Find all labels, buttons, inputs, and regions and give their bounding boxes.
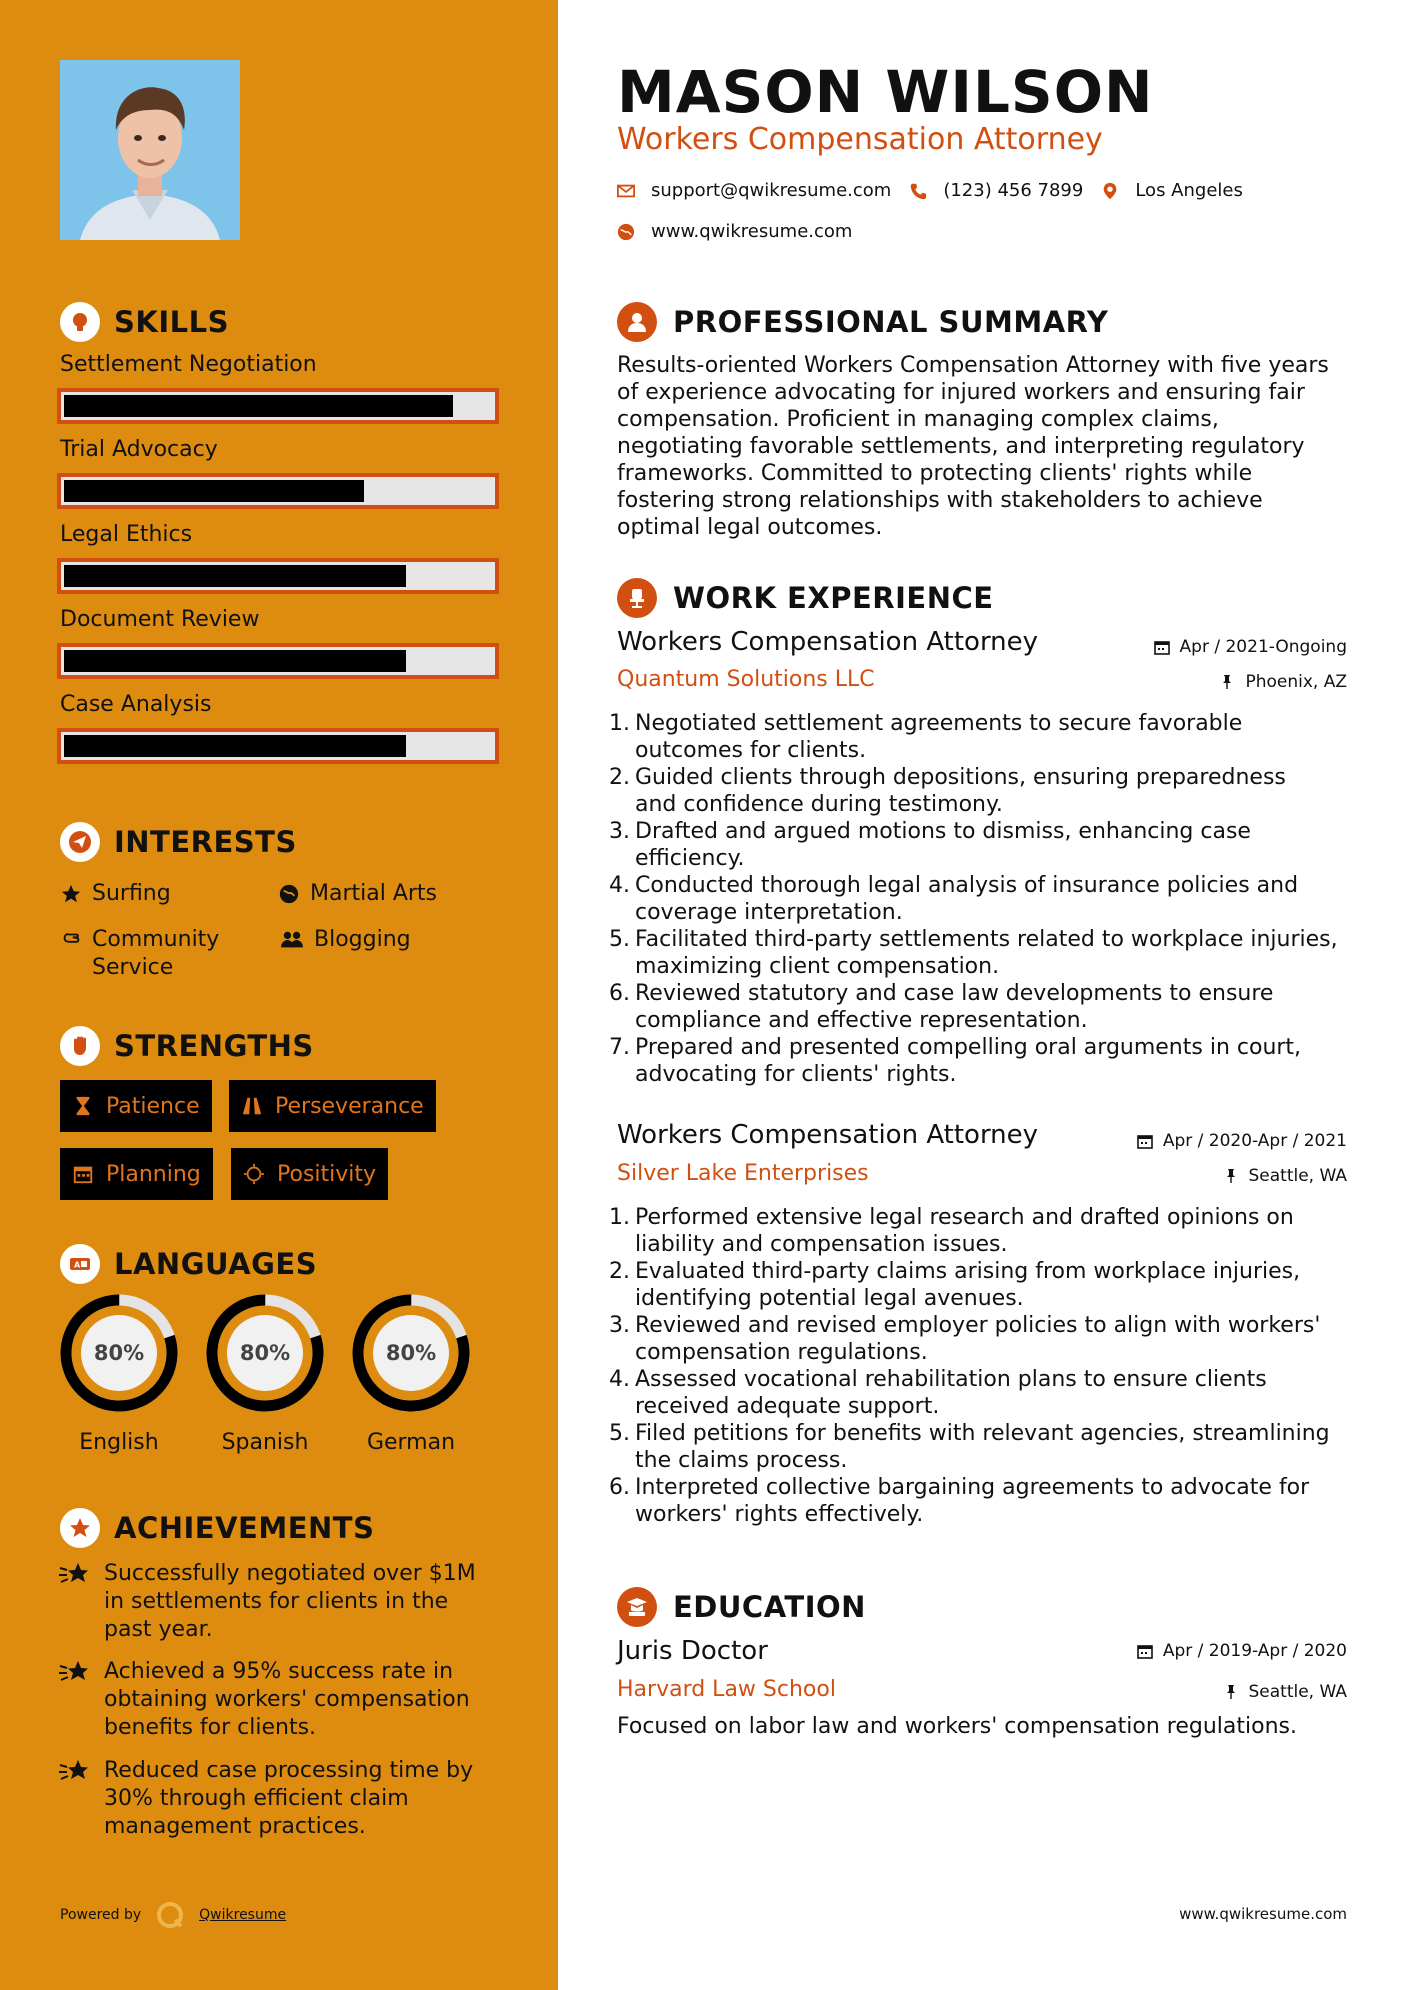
job-dates-text: Apr / 2020-Apr / 2021	[1162, 1131, 1347, 1151]
candidate-title: Workers Compensation Attorney	[617, 122, 1103, 157]
education-dates-text: Apr / 2019-Apr / 2020	[1162, 1641, 1347, 1661]
strength-label: Positivity	[277, 1161, 377, 1187]
user-icon	[617, 302, 657, 342]
summary-text	[617, 352, 1347, 541]
candidate-name: MASON WILSON	[617, 58, 1154, 126]
duty-item: 6. Reviewed statutory and case law developments to ensure compliance and effective representation.	[609, 981, 1274, 1033]
strength-tag	[60, 1080, 212, 1132]
achievement-line: benefits for clients.	[104, 1715, 317, 1740]
globe-icon	[278, 880, 302, 908]
duty-item: 5. Facilitated third-party settlements related to workplace injuries, maximizing client compensation.	[609, 927, 1338, 979]
interest-label: Surfing	[92, 881, 171, 906]
duty-item: 7. Prepared and presented compelling oral arguments in court, advocating for clients' rights.	[609, 1035, 1302, 1087]
strengths-section	[60, 1026, 520, 1066]
qwikresume-link[interactable]: Qwikresume	[199, 1907, 287, 1923]
duty-line: and confidence during testimony.	[635, 792, 1003, 817]
achievement-line: past year.	[104, 1617, 213, 1642]
education-degree: Juris Doctor	[617, 1636, 768, 1666]
language-label: Spanish	[221, 1430, 309, 1455]
summary-line: negotiating favorable settlements, and interpreting regulatory	[617, 434, 1305, 459]
summary-line: optimal legal outcomes.	[617, 515, 883, 540]
skill-item	[60, 350, 520, 424]
profile-photo	[60, 60, 240, 240]
interest-label: Community	[92, 927, 220, 952]
experience-header	[617, 578, 994, 618]
education-header	[617, 1587, 866, 1627]
duty-line: compliance and effective representation.	[635, 1008, 1088, 1033]
languages-title: LANGUAGES	[114, 1247, 318, 1281]
achievement-item	[58, 1658, 489, 1742]
duty-line: identifying potential legal avenues.	[635, 1286, 1024, 1311]
duty-line: maximizing client compensation.	[635, 954, 1000, 979]
skill-label: Settlement Negotiation	[60, 352, 317, 377]
contact-row	[617, 180, 1243, 201]
languages-section	[60, 1244, 520, 1284]
job-company: Quantum Solutions LLC	[617, 667, 875, 692]
interest-martial-arts	[278, 880, 437, 908]
achievement-star-icon	[60, 1508, 100, 1548]
achievements-title: ACHIEVEMENTS	[114, 1511, 375, 1545]
contact-website-row	[617, 221, 852, 242]
envelope-icon	[617, 182, 635, 200]
fist-icon	[60, 1026, 100, 1066]
language-german	[350, 1292, 472, 1455]
summary-title: PROFESSIONAL SUMMARY	[673, 305, 1109, 339]
calendar-icon	[1137, 1133, 1153, 1149]
skill-item	[60, 520, 520, 594]
strength-label: Perseverance	[275, 1093, 424, 1119]
skill-bar-fill	[64, 735, 406, 757]
summary-line: of experience advocating for injured workers and ensuring fair	[617, 380, 1305, 405]
achievement-item	[58, 1757, 489, 1841]
skill-bar	[57, 388, 499, 424]
calendar-icon	[1137, 1643, 1153, 1659]
achievement-text	[104, 1560, 489, 1644]
pushpin-icon	[1223, 1684, 1239, 1700]
language-ring	[58, 1292, 180, 1414]
skill-bar	[57, 473, 499, 509]
achievement-line: in settlements for clients in the	[104, 1589, 449, 1614]
paper-plane-icon	[60, 822, 100, 862]
language-ring	[350, 1292, 472, 1414]
achievement-item	[58, 1560, 489, 1644]
job-company: Silver Lake Enterprises	[617, 1161, 869, 1186]
phone-icon	[909, 182, 927, 200]
powered-by-label: Powered by	[60, 1907, 142, 1923]
duty-line: liability and compensation issues.	[635, 1232, 1008, 1257]
duty-line: Conducted thorough legal analysis of insurance policies and	[635, 873, 1299, 898]
summary-header	[617, 302, 1108, 342]
strength-tag	[231, 1148, 388, 1200]
duty-item: 2. Guided clients through depositions, ensuring preparedness and confidence during testimony.	[609, 765, 1286, 817]
achievement-text	[104, 1658, 489, 1742]
contact-phone[interactable]: (123) 456 7899	[943, 180, 1084, 201]
duty-item: 5. Filed petitions for benefits with relevant agencies, streamlining the claims process.	[609, 1421, 1330, 1473]
duty-line: compensation regulations.	[635, 1340, 928, 1365]
achievement-line: Reduced case processing time by	[104, 1758, 474, 1783]
language-percent: 80%	[385, 1341, 437, 1365]
footer-website[interactable]: www.qwikresume.com	[1179, 1905, 1347, 1923]
achievement-line: 30% through efficient claim	[104, 1786, 409, 1811]
duty-line: workers' rights effectively.	[635, 1502, 924, 1527]
interest-community-service	[60, 926, 219, 982]
education-school: Harvard Law School	[617, 1677, 836, 1702]
map-pin-icon	[1101, 182, 1119, 200]
summary-line: fostering strong relationships with stakeholders to achieve	[617, 488, 1263, 513]
achievement-line: Successfully negotiated over $1M	[104, 1561, 476, 1586]
skill-item	[60, 435, 520, 509]
achievement-line: management practices.	[104, 1814, 366, 1839]
interest-label-line2: Service	[92, 955, 174, 980]
globe-icon	[617, 223, 635, 241]
achievement-line: Achieved a 95% success rate in	[104, 1659, 454, 1684]
skill-label: Trial Advocacy	[60, 437, 218, 462]
duty-item: 6. Interpreted collective bargaining agreements to advocate for workers' rights effectively.	[609, 1475, 1310, 1527]
experience-title: WORK EXPERIENCE	[673, 581, 994, 615]
interest-label: Blogging	[314, 927, 411, 952]
education-title: EDUCATION	[673, 1590, 866, 1624]
education-description: Focused on labor law and workers' compensation regulations.	[617, 1714, 1297, 1739]
achievement-line: obtaining workers' compensation	[104, 1687, 470, 1712]
skill-bar	[57, 643, 499, 679]
calendar-icon	[72, 1163, 94, 1185]
job-location-text: Phoenix, AZ	[1245, 672, 1347, 692]
duty-line: Guided clients through depositions, ensuring preparedness	[635, 765, 1286, 790]
contact-website[interactable]: www.qwikresume.com	[651, 221, 853, 242]
hourglass-icon	[72, 1095, 94, 1117]
duty-line: advocating for clients' rights.	[635, 1062, 957, 1087]
star-icon	[60, 880, 84, 908]
education-location-text: Seattle, WA	[1248, 1682, 1347, 1702]
pushpin-icon	[1223, 1168, 1239, 1184]
duty-line: outcomes for clients.	[635, 738, 867, 763]
duty-line: Evaluated third-party claims arising from workplace injuries,	[635, 1259, 1301, 1284]
skills-section	[60, 302, 520, 764]
language-english	[58, 1292, 180, 1455]
job-location	[1219, 672, 1347, 692]
duty-line: Reviewed and revised employer policies to align with workers'	[635, 1313, 1321, 1338]
duty-line: coverage interpretation.	[635, 900, 903, 925]
lightbulb-icon	[60, 302, 100, 342]
skill-bar	[57, 728, 499, 764]
skill-label: Legal Ethics	[60, 522, 193, 547]
duty-item: 2. Evaluated third-party claims arising from workplace injuries, identifying potential legal avenues.	[609, 1259, 1301, 1311]
graduate-icon	[617, 1587, 657, 1627]
skill-item	[60, 605, 520, 679]
duty-line: Reviewed statutory and case law developments to ensure	[635, 981, 1274, 1006]
skill-bar-fill	[64, 565, 406, 587]
duty-item: 3. Reviewed and revised employer policies to align with workers' compensation regulations.	[609, 1313, 1321, 1365]
job-dates	[1154, 637, 1347, 657]
shooting-star-icon	[58, 1658, 92, 1688]
sun-icon	[243, 1163, 265, 1185]
strength-label: Patience	[106, 1093, 200, 1119]
users-icon	[278, 926, 306, 954]
strengths-title: STRENGTHS	[114, 1029, 314, 1063]
language-icon	[60, 1244, 100, 1284]
interest-blogging	[278, 926, 411, 954]
qwikresume-logo-icon	[155, 1900, 185, 1930]
job-title: Workers Compensation Attorney	[617, 1120, 1039, 1150]
svg-text:A: A	[74, 1260, 81, 1270]
interests-title: INTERESTS	[114, 825, 297, 859]
job-location-text: Seattle, WA	[1248, 1166, 1347, 1186]
skill-bar-fill	[64, 650, 406, 672]
contact-location: Los Angeles	[1135, 180, 1243, 201]
sidebar	[0, 0, 558, 1990]
duty-line: Filed petitions for benefits with relevant agencies, streamlining	[635, 1421, 1330, 1446]
hand-icon	[60, 926, 84, 954]
shooting-star-icon	[58, 1757, 92, 1787]
job-duties	[609, 1204, 1347, 1528]
interest-label: Martial Arts	[310, 881, 438, 906]
education-location	[1223, 1682, 1348, 1702]
contact-email[interactable]: support@qwikresume.com	[651, 180, 892, 201]
duty-line: received adequate support.	[635, 1394, 940, 1419]
road-icon	[241, 1095, 263, 1117]
language-label: German	[366, 1430, 456, 1455]
pushpin-icon	[1219, 674, 1235, 690]
job-dates	[1137, 1131, 1347, 1151]
job-duties	[609, 710, 1347, 1088]
shooting-star-icon	[58, 1560, 92, 1590]
skill-item	[60, 690, 520, 764]
skill-bar-fill	[64, 395, 453, 417]
achievements-section	[60, 1508, 520, 1548]
calendar-icon	[1154, 639, 1170, 655]
duty-line: Interpreted collective bargaining agreements to advocate for	[635, 1475, 1310, 1500]
duty-line: Drafted and argued motions to dismiss, enhancing case	[635, 819, 1251, 844]
duty-line: the claims process.	[635, 1448, 848, 1473]
duty-item: 4. Assessed vocational rehabilitation plans to ensure clients received adequate support.	[609, 1367, 1267, 1419]
interest-surfing	[60, 880, 171, 908]
skills-title: SKILLS	[114, 305, 229, 339]
language-percent: 80%	[239, 1341, 291, 1365]
skill-label: Case Analysis	[60, 692, 212, 717]
powered-by	[60, 1900, 286, 1930]
job-location	[1223, 1166, 1348, 1186]
achievement-text	[104, 1757, 489, 1841]
job-dates-text: Apr / 2021-Ongoing	[1179, 637, 1347, 657]
duty-line: Assessed vocational rehabilitation plans to ensure clients	[635, 1367, 1267, 1392]
education-dates	[1137, 1641, 1347, 1661]
summary-line: compensation. Proficient in managing complex claims,	[617, 407, 1219, 432]
skill-bar-fill	[64, 480, 364, 502]
language-label: English	[79, 1430, 159, 1455]
skill-label: Document Review	[60, 607, 260, 632]
job-title: Workers Compensation Attorney	[617, 627, 1039, 657]
summary-line: frameworks. Committed to protecting clients' rights while	[617, 461, 1253, 486]
strength-tag	[229, 1080, 436, 1132]
language-percent: 80%	[93, 1341, 145, 1365]
summary-line: Results-oriented Workers Compensation Attorney with five years	[617, 353, 1329, 378]
duty-item: 1. Performed extensive legal research and drafted opinions on liability and compensation issues.	[609, 1205, 1294, 1257]
duty-line: Negotiated settlement agreements to secure favorable	[635, 711, 1243, 736]
skill-bar	[57, 558, 499, 594]
duty-line: efficiency.	[635, 846, 745, 871]
strength-label: Planning	[106, 1161, 201, 1187]
duty-item: 1. Negotiated settlement agreements to secure favorable outcomes for clients.	[609, 711, 1243, 763]
duty-line: Facilitated third-party settlements related to workplace injuries,	[635, 927, 1338, 952]
duty-item: 4. Conducted thorough legal analysis of insurance policies and coverage interpretation.	[609, 873, 1299, 925]
office-chair-icon	[617, 578, 657, 618]
duty-line: Prepared and presented compelling oral arguments in court,	[635, 1035, 1302, 1060]
duty-line: Performed extensive legal research and drafted opinions on	[635, 1205, 1294, 1230]
duty-item: 3. Drafted and argued motions to dismiss, enhancing case efficiency.	[609, 819, 1251, 871]
interests-section	[60, 822, 520, 990]
language-spanish	[204, 1292, 326, 1455]
language-ring	[204, 1292, 326, 1414]
strength-tag	[60, 1148, 213, 1200]
interest-label-wrap	[92, 926, 219, 982]
